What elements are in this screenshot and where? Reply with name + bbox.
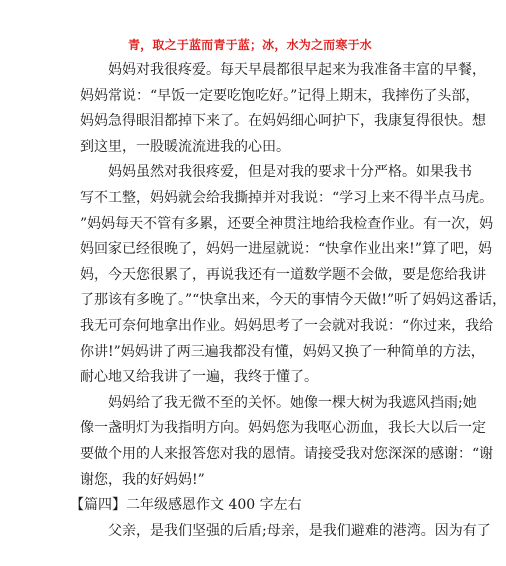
paragraph-line: 妈回家已经很晚了，妈妈一进屋就说：“快拿作业出来!”算了吧，妈 bbox=[80, 241, 492, 258]
section-heading: 【篇四】二年级感恩作文 400 字左右 bbox=[70, 497, 302, 514]
paragraph-line: 妈，今天您很累了，再说我还有一道数学题不会做，要是您给我讲 bbox=[80, 266, 486, 283]
paragraph-line: 你讲!”妈妈讲了两三遍我都没有懂，妈妈又换了一种简单的方法， bbox=[80, 343, 485, 360]
paragraph-line: ”妈妈每天不管有多累，还要全神贯注地给我检查作业。有一次，妈 bbox=[80, 215, 494, 232]
paragraph-line: 谢您，我的好妈妈!” bbox=[80, 471, 205, 488]
paragraph-line: 写不工整，妈妈就会给我撕掉并对我说：“学习上来不得半点马虎。 bbox=[80, 189, 494, 206]
paragraph-line: 妈妈对我很疼爱。每天早晨都很早起来为我准备丰富的早餐， bbox=[108, 62, 486, 78]
paragraph-line: 我无可奈何地拿出作业。妈妈思考了一会就对我说：“你过来，我给 bbox=[80, 317, 494, 334]
paragraph-line: 了那该有多晚了。”“快拿出来，今天的事情今天做!”听了妈妈这番话， bbox=[80, 292, 506, 309]
header-motto: 青，取之于蓝而青于蓝；冰，水为之而寒于水 bbox=[127, 38, 372, 52]
paragraph-line: 像一盏明灯为我指明方向。妈妈您为我呕心沥血，我长大以后一定 bbox=[80, 420, 486, 437]
paragraph-line: 要做个用的人来报答您对我的恩情。请接受我对您深深的感谢：“谢 bbox=[80, 445, 494, 462]
paragraph-line: 妈妈常说：“早饭一定要吃饱吃好。”记得上期末，我摔伤了头部， bbox=[80, 87, 480, 104]
essay-body bbox=[70, 58, 506, 544]
paragraph-line: 到这里，一股暖流流进我的心田。 bbox=[80, 138, 290, 155]
paragraph-line: 妈妈给了我无微不至的关怀。她像一棵大树为我遮风挡雨;她 bbox=[108, 394, 477, 411]
paragraph-line: 父亲，是我们坚强的后盾;母亲，是我们避难的港湾。因为有了 bbox=[108, 522, 491, 539]
paragraph-line: 妈妈虽然对我很疼爱，但是对我的要求十分严格。如果我书 bbox=[108, 164, 472, 181]
paragraph-line: 耐心地又给我讲了一遍，我终于懂了。 bbox=[80, 369, 318, 386]
paragraph-line: 妈妈急得眼泪都掉下来了。在妈妈细心呵护下，我康复得很快。想 bbox=[80, 113, 486, 130]
